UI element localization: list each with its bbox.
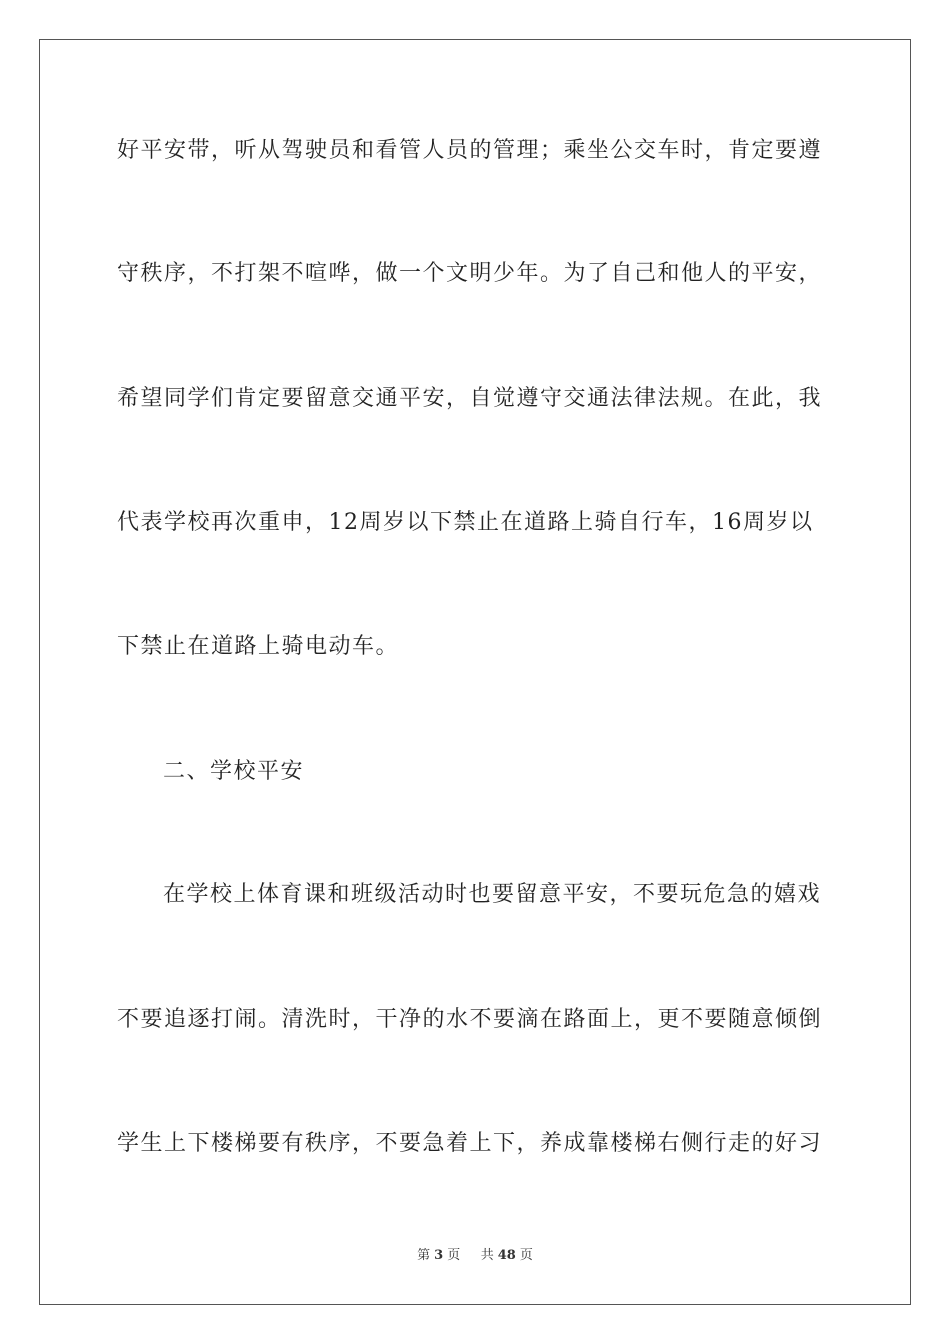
body-line-9: 学生上下楼梯要有秩序，不要急着上下，养成靠楼梯右侧行走的好习 bbox=[117, 1131, 823, 1156]
body-line-2: 守秩序，不打架不喧哗，做一个文明少年。为了自己和他人的平安， bbox=[117, 261, 823, 286]
total-prefix: 共 bbox=[480, 1248, 494, 1263]
page-number: 3 bbox=[434, 1248, 444, 1263]
page-border bbox=[39, 39, 911, 1305]
body-line-4: 代表学校再次重申，12周岁以下禁止在道路上骑自行车，16周岁以 bbox=[117, 510, 814, 535]
page-suffix: 页 bbox=[447, 1248, 461, 1263]
page-prefix: 第 bbox=[417, 1248, 431, 1263]
page-footer bbox=[0, 1246, 950, 1266]
body-line-5: 下禁止在道路上骑电动车。 bbox=[117, 634, 400, 659]
body-line-3: 希望同学们肯定要留意交通平安，自觉遵守交通法律法规。在此，我 bbox=[117, 386, 823, 411]
body-line-8: 不要追逐打闹。清洗时，干净的水不要滴在路面上，更不要随意倾倒 bbox=[117, 1007, 823, 1032]
section-heading: 二、学校平安 bbox=[163, 759, 305, 784]
total-suffix: 页 bbox=[519, 1248, 533, 1263]
total-pages: 48 bbox=[497, 1248, 516, 1263]
body-line-7: 在学校上体育课和班级活动时也要留意平安，不要玩危急的嬉戏 bbox=[163, 882, 822, 907]
body-line-1: 好平安带，听从驾驶员和看管人员的管理；乘坐公交车时，肯定要遵 bbox=[117, 138, 823, 163]
